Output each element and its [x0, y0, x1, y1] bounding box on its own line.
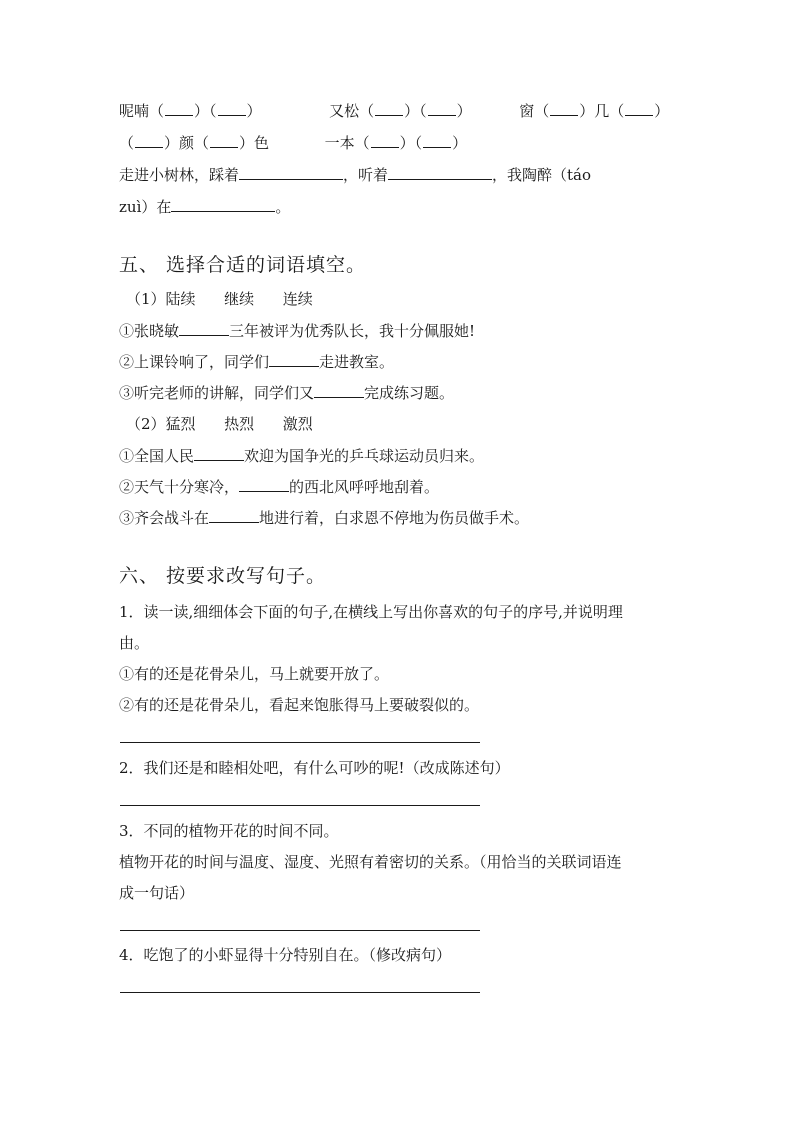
- question-6-1-sentence-1: ①有的还是花骨朵儿，马上就要开放了。: [119, 665, 390, 683]
- answer-blank[interactable]: [388, 165, 492, 180]
- answer-blank[interactable]: [375, 101, 403, 116]
- question-5-1-3: ③听完老师的讲解，同学们又 完成练习题。: [119, 384, 455, 402]
- answer-blank[interactable]: [239, 165, 343, 180]
- question-6-4: 4．吃饱了的小虾显得十分特别自在。（修改病句）: [119, 946, 452, 964]
- word-fill-item: 又松（ ）（ ）: [329, 102, 472, 120]
- word-fill-row-2: [119, 133, 467, 153]
- answer-blank[interactable]: [550, 101, 578, 116]
- word-fill-item: 一本（ ）（ ）: [324, 134, 468, 152]
- question-6-3-line1: 3．不同的植物开花的时间不同。: [119, 822, 339, 840]
- answer-blank[interactable]: [209, 508, 259, 523]
- answer-blank[interactable]: [625, 101, 653, 116]
- word-fill-item: 呢喃（ ）（ ）: [119, 102, 262, 120]
- answer-line[interactable]: [120, 992, 480, 993]
- answer-blank[interactable]: [314, 383, 364, 398]
- answer-line[interactable]: [120, 742, 480, 743]
- answer-line[interactable]: [120, 930, 480, 931]
- answer-blank[interactable]: [210, 133, 238, 148]
- question-5-2-1: ①全国人民 欢迎为国争光的乒乓球运动员归来。: [119, 447, 485, 465]
- answer-line[interactable]: [120, 805, 480, 806]
- word-choice-group-1: （1）陆续 继续 连续: [126, 290, 313, 308]
- question-6-1-line1: 1．读一读,细细体会下面的句子,在横线上写出你喜欢的句子的序号,并说明理: [119, 603, 623, 621]
- answer-blank[interactable]: [165, 101, 193, 116]
- answer-blank[interactable]: [194, 446, 244, 461]
- answer-blank[interactable]: [239, 477, 289, 492]
- word-fill-item: 窗（ ）几（ ）: [519, 102, 670, 120]
- answer-blank[interactable]: [269, 352, 319, 367]
- word-fill-item: （ ）颜（ ）色: [119, 134, 270, 152]
- answer-blank[interactable]: [179, 321, 229, 336]
- answer-blank[interactable]: [423, 133, 451, 148]
- answer-blank[interactable]: [135, 133, 163, 148]
- word-fill-row-1: [119, 101, 669, 121]
- question-6-1-line2: 由。: [119, 634, 150, 652]
- section-5-heading: 五、 选择合适的词语填空。: [119, 254, 367, 276]
- question-5-2-2: ②天气十分寒冷， 的西北风呼呼地刮着。: [119, 478, 440, 496]
- question-6-3-line3: 成一句话）: [119, 884, 195, 902]
- question-6-3-line2: 植物开花的时间与温度、湿度、光照有着密切的关系。（用恰当的关联词语连: [119, 853, 622, 871]
- section-6-heading: 六、 按要求改写句子。: [119, 565, 327, 587]
- question-6-1-sentence-2: ②有的还是花骨朵儿，看起来饱胀得马上要破裂似的。: [119, 696, 480, 714]
- word-choice-group-2: （2）猛烈 热烈 激烈: [126, 415, 313, 433]
- answer-blank[interactable]: [428, 101, 456, 116]
- answer-blank[interactable]: [371, 133, 399, 148]
- question-5-2-3: ③齐会战斗在 地进行着，白求恩不停地为伤员做手术。: [119, 509, 530, 527]
- question-5-1-2: ②上课铃响了，同学们 走进教室。: [119, 353, 395, 371]
- answer-blank[interactable]: [218, 101, 246, 116]
- answer-blank[interactable]: [171, 197, 275, 212]
- sentence-fill-row: 走进小树林，踩着 ，听着 ，我陶醉（táo: [119, 166, 592, 184]
- question-6-2: 2．我们还是和睦相处吧，有什么可吵的呢!（改成陈述句）: [119, 759, 510, 777]
- sentence-fill-row-cont: zuì）在 。: [119, 198, 291, 216]
- question-5-1-1: ①张晓敏 三年被评为优秀队长，我十分佩服她!: [119, 322, 476, 340]
